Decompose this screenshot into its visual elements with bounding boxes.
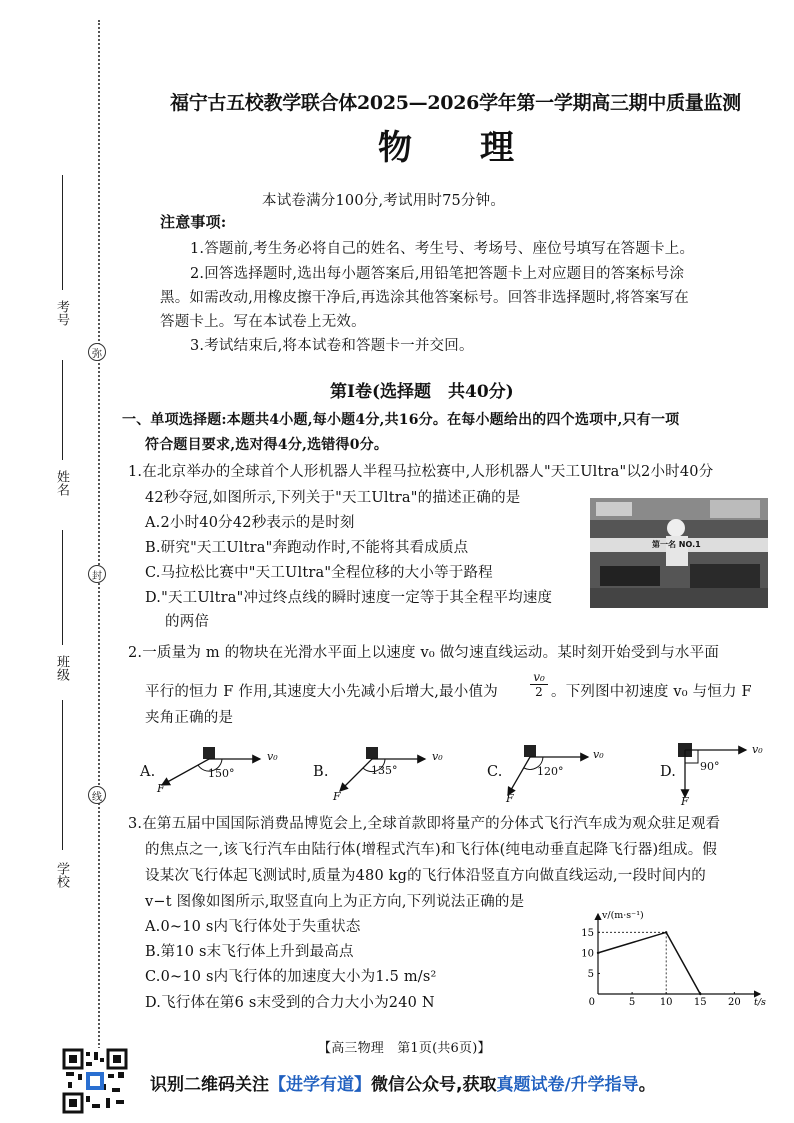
notice-line-2: 2.回答选择题时,选出每小题答案后,用铅笔把答题卡上对应题目的答案标号涂 (190, 266, 685, 282)
q2-c-angle: 120° (537, 765, 564, 778)
q1-option-c: C.马拉松比赛中"天工Ultra"全程位移的大小等于路程 (145, 565, 493, 581)
photo-banner-text: 第一名 NO.1 (652, 540, 701, 549)
notice-line-4: 答题卡上。写在本试卷上无效。 (160, 314, 366, 330)
promo-text-d: 真题试卷/升学指导 (496, 1075, 639, 1095)
promo-text-c: 微信公众号,获取 (371, 1075, 497, 1095)
y-tick-label: 5 (587, 968, 594, 980)
notice-line-3: 黑。如需改动,用橡皮擦干净后,再选涂其他答案标号。回答非选择题时,将答案写在 (160, 290, 689, 306)
q3-option-b: B.第10 s末飞行体上升到最高点 (145, 944, 354, 960)
part-line-1: 一、单项选择题:本题共4小题,每小题4分,共16分。在每小题给出的四个选项中,只有一项 (122, 412, 680, 428)
q2-line-2a: 平行的恒力 F 作用,其速度大小先减小后增大,最小值为 (145, 684, 498, 700)
q3-option-a: A.0~10 s内飞行体处于失重状态 (145, 919, 361, 935)
seal-mark-mi: 弥 (88, 343, 106, 361)
q1-line-2: 42秒夺冠,如图所示,下列关于"天工Ultra"的描述正确的是 (145, 490, 521, 506)
seal-mark-feng: 封 (88, 565, 106, 583)
vt-data-point (699, 993, 701, 995)
q1-option-d-cont: 的两倍 (165, 614, 210, 630)
sidebar-blank-class (62, 530, 63, 645)
sidebar-label-school: 学校 (54, 862, 69, 888)
sidebar-blank-name (62, 360, 63, 460)
promo-text-b: 【进学有道】 (269, 1075, 371, 1095)
vt-chart (570, 910, 770, 1010)
seal-mark-xian: 线 (88, 786, 106, 804)
binding-dashed-line (98, 20, 100, 1100)
y-tick-label: 10 (581, 948, 594, 960)
subject-title: 物 理 (378, 128, 514, 168)
q1-option-d: D."天工Ultra"冲过终点线的瞬时速度一定等于其全程平均速度 (145, 590, 553, 606)
vt-data-point (597, 952, 599, 954)
q3-line-1: 3.在第五届中国国际消费品博览会上,全球首款即将量产的分体式飞行汽车成为观众驻足观看 (128, 816, 721, 832)
q2-b-v: v₀ (432, 750, 443, 763)
q2-fraction-numerator: v₀ (530, 670, 548, 685)
q2-line-1: 2.一质量为 m 的物块在光滑水平面上以速度 v₀ 做匀速直线运动。某时刻开始受到与水平面 (128, 645, 720, 661)
promo-text-e: 。 (638, 1075, 656, 1095)
x-tick-label: 15 (693, 997, 707, 1008)
q2-c-v: v₀ (593, 748, 604, 761)
sidebar-label-exam-number: 考号 (54, 300, 69, 326)
q2-d-label: D. (660, 764, 677, 780)
notice-line-1: 1.答题前,考生务必将自己的姓名、考生号、考场号、座位号填写在答题卡上。 (190, 241, 695, 257)
origin-label: 0 (588, 997, 595, 1008)
y-axis-label: v/(m·s⁻¹) (602, 910, 644, 921)
vt-data-point (665, 931, 667, 933)
q2-d-f: F (681, 795, 689, 808)
q2-c-label: C. (487, 764, 503, 780)
q3-option-d: D.飞行体在第6 s末受到的合力大小为240 N (145, 995, 435, 1011)
q2-b-label: B. (313, 764, 329, 780)
notice-line-5: 3.考试结束后,将本试卷和答题卡一并交回。 (190, 338, 474, 354)
q2-b-f: F (333, 790, 341, 803)
q2-a-v: v₀ (267, 750, 278, 763)
part-line-2: 符合题目要求,选对得4分,选错得0分。 (145, 437, 389, 453)
promo-line (150, 1070, 656, 1095)
q2-a-f: F (157, 782, 165, 795)
q1-option-b: B.研究"天工Ultra"奔跑动作时,不能将其看成质点 (145, 540, 469, 556)
exam-title: 福宁古五校教学联合体2025—2026学年第一学期高三期中质量监测 (170, 92, 741, 114)
x-tick-label: 5 (628, 997, 636, 1008)
promo-text-a: 识别二维码关注 (150, 1075, 269, 1095)
q3-option-c: C.0~10 s内飞行体的加速度大小为1.5 m/s² (145, 969, 437, 985)
q2-a-label: A. (140, 764, 156, 780)
q2-b-angle: 135° (371, 764, 398, 777)
q2-line-3: 夹角正确的是 (145, 710, 234, 726)
notice-heading: 注意事项: (160, 213, 227, 231)
section-title: 第Ⅰ卷(选择题 共40分) (330, 382, 514, 402)
sidebar-label-name: 姓名 (54, 470, 69, 496)
q1-option-a: A.2小时40分42秒表示的是时刻 (145, 515, 355, 531)
q2-fraction (530, 670, 548, 699)
x-axis-label: t/s (754, 997, 766, 1008)
sidebar-blank-exam-number (62, 175, 63, 290)
vt-series-line (598, 932, 700, 994)
x-tick-label: 10 (659, 997, 673, 1008)
robot-marathon-photo (590, 498, 768, 608)
q2-d-angle: 90° (700, 760, 720, 773)
x-tick-label: 20 (727, 997, 741, 1008)
q2-c-f: F (506, 792, 514, 805)
y-tick-label: 15 (581, 927, 594, 939)
q2-line-2b: 。下列图中初速度 v₀ 与恒力 F (551, 684, 752, 700)
score-info: 本试卷满分100分,考试用时75分钟。 (262, 193, 506, 209)
q3-line-2: 的焦点之一,该飞行汽车由陆行体(增程式汽车)和飞行体(纯电动垂直起降飞行器)组成。假 (145, 842, 718, 858)
qr-code (62, 1048, 128, 1114)
q3-line-3: 设某次飞行体起飞测试时,质量为480 kg的飞行体沿竖直方向做直线运动,一段时间内的 (145, 868, 706, 884)
q2-fraction-denominator: 2 (535, 685, 543, 699)
page-number: 【高三物理 第1页(共6页)】 (318, 1041, 491, 1056)
q2-d-v: v₀ (752, 743, 763, 756)
q2-a-angle: 150° (208, 767, 235, 780)
q1-line-1: 1.在北京举办的全球首个人形机器人半程马拉松赛中,人形机器人"天工Ultra"以2小时40分 (128, 464, 714, 480)
sidebar-blank-school (62, 700, 63, 850)
q3-line-4: v−t 图像如图所示,取竖直向上为正方向,下列说法正确的是 (145, 894, 525, 910)
sidebar-label-class: 班级 (54, 655, 69, 681)
